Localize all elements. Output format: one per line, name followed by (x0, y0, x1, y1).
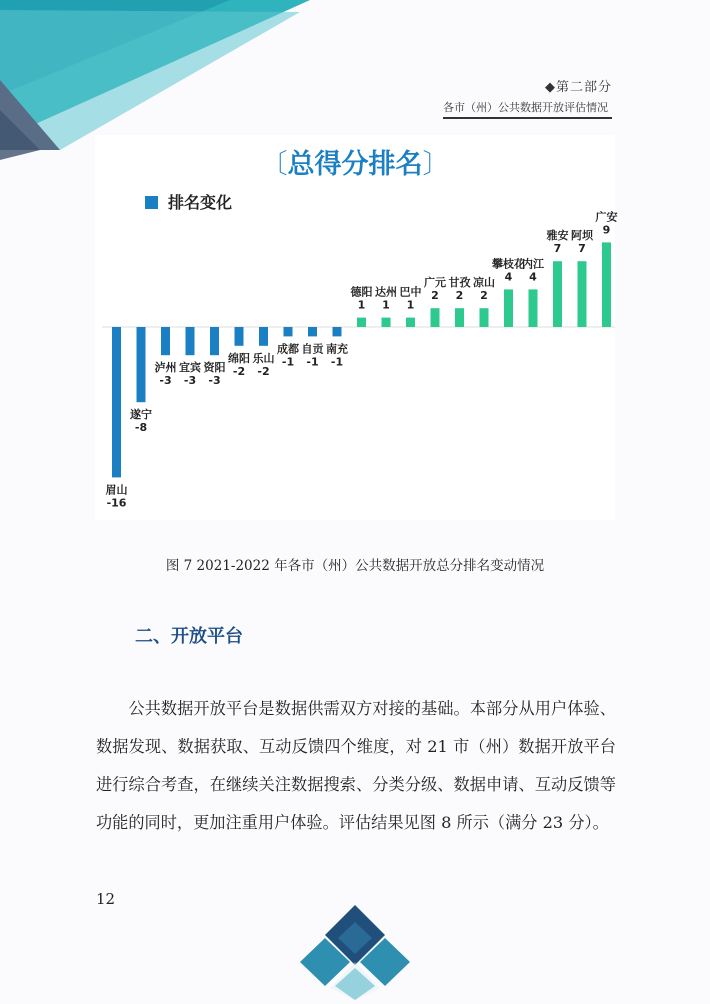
value-label: 7 (553, 242, 562, 256)
value-label: -1 (281, 355, 295, 369)
category-label: 眉山 (105, 483, 128, 497)
value-label: 4 (504, 270, 513, 284)
bar-内江 (529, 289, 538, 327)
value-label: 2 (455, 289, 464, 303)
value-label: -3 (159, 374, 172, 388)
category-label: 遂宁 (130, 408, 152, 422)
bar-宜宾 (186, 327, 195, 355)
value-label: 4 (529, 270, 537, 284)
bar-眉山 (112, 327, 121, 477)
category-label: 德阳 (350, 285, 373, 299)
bar-资阳 (210, 327, 219, 355)
category-label: 自贡 (301, 342, 324, 356)
section-heading: 二、开放平台 (135, 626, 243, 647)
value-label: 1 (357, 298, 366, 312)
category-label: 阿坝 (571, 229, 593, 243)
bar-成都 (284, 327, 293, 336)
value-label: 1 (382, 298, 390, 312)
category-label: 巴中 (399, 285, 422, 299)
bar-广安 (602, 242, 611, 327)
category-label: 泸州 (154, 361, 177, 375)
figure-caption: 图 7 2021-2022 年各市（州）公共数据开放总分排名变动情况 (165, 558, 545, 574)
value-label: 2 (480, 289, 488, 303)
page-number: 12 (96, 890, 116, 908)
category-label: 凉山 (473, 276, 495, 290)
legend-label: 排名变化 (168, 193, 233, 212)
category-label: 广元 (424, 276, 446, 290)
value-label: 7 (578, 242, 586, 256)
value-label: -8 (134, 421, 148, 435)
part-label: ◆第二部分 (545, 80, 612, 95)
category-label: 甘孜 (448, 276, 471, 290)
category-label: 乐山 (252, 351, 275, 365)
category-label: 绵阳 (228, 351, 250, 365)
value-label: -1 (306, 355, 319, 369)
value-label: 9 (602, 223, 611, 237)
section-subtitle: 各市（州）公共数据开放评估情况 (443, 99, 612, 119)
chart-title-text: 总得分排名 (287, 149, 423, 180)
category-label: 宜宾 (179, 361, 201, 375)
bar-德阳 (357, 318, 366, 327)
category-label: 资阳 (203, 361, 226, 375)
category-label: 雅安 (546, 229, 569, 243)
value-label: -3 (183, 374, 197, 388)
bar-凉山 (480, 308, 489, 327)
bar-巴中 (406, 318, 415, 327)
value-label: 1 (406, 298, 415, 312)
category-label: 攀枝花 (492, 257, 525, 271)
bar-广元 (431, 308, 440, 327)
chart-title-bracket-open: 〔 (260, 149, 288, 180)
value-label: -1 (330, 355, 344, 369)
body-paragraph: 公共数据开放平台是数据供需双方对接的基础。本部分从用户体验、数据发现、数据获取、互动反馈四个维度，对 21 市（州）数据开放平台进行综合考查，在继续关注数据搜索、分类分级、数据申请、互动反馈等功能的同时，更加注重用户体验。评估结果见图 8 所示（满分 23 分）。 (96, 699, 616, 832)
value-label: -2 (257, 364, 270, 378)
diamond-logo (290, 900, 420, 1000)
bar-阿坝 (578, 261, 587, 327)
bar-甘孜 (455, 308, 464, 327)
chart-title-bracket-close: 〕 (422, 149, 450, 180)
category-label: 达州 (375, 285, 397, 299)
category-label: 南充 (326, 342, 348, 356)
bar-绵阳 (235, 327, 244, 346)
bar-泸州 (161, 327, 170, 355)
bar-达州 (382, 318, 391, 327)
value-label: -16 (106, 496, 127, 510)
value-label: -2 (232, 364, 246, 378)
category-label: 内江 (522, 257, 544, 271)
category-label: 成都 (277, 342, 299, 356)
category-label: 广安 (595, 210, 618, 224)
bar-乐山 (259, 327, 268, 346)
value-label: 2 (431, 289, 439, 303)
bar-自贡 (308, 327, 317, 336)
bar-攀枝花 (504, 289, 513, 327)
bar-雅安 (553, 261, 562, 327)
value-label: -3 (208, 374, 221, 388)
bar-南充 (333, 327, 342, 336)
bar-遂宁 (137, 327, 146, 402)
